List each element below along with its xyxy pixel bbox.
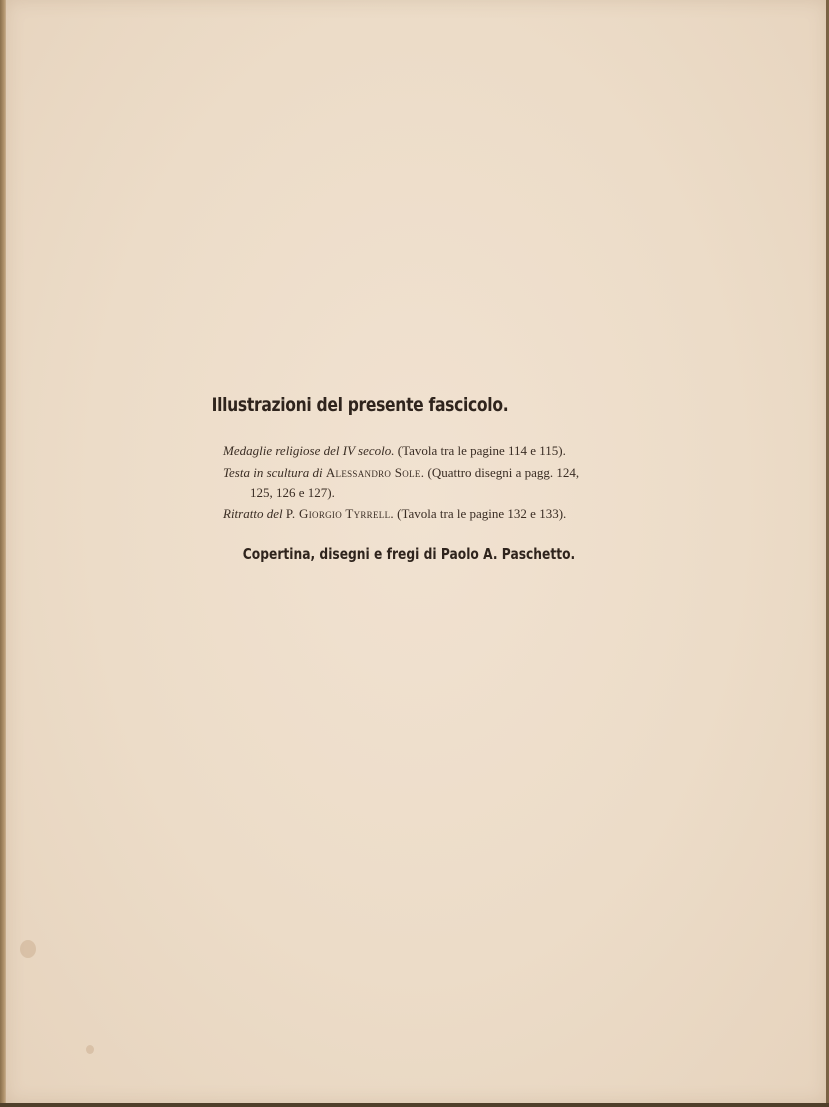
entry-note: (Quattro disegni a pagg. 124, [427, 465, 580, 480]
entry-subject: P. Giorgio Tyrrell. [285, 506, 394, 521]
entry-title: Ritratto del [223, 506, 283, 521]
entry-title: Testa in scultura di [223, 465, 323, 480]
illustration-entry-1 [223, 441, 663, 461]
entry-artist: Alessandro Sole. [325, 465, 425, 480]
illustration-entry-2 [223, 463, 663, 503]
illustration-entry-3 [223, 504, 663, 524]
page-title: Illustrazioni del presente fascicolo. [211, 394, 509, 416]
entry-note: (Tavola tra le pagine 132 e 133). [397, 506, 567, 521]
entry-note-continued: 125, 126 e 127). [250, 485, 335, 500]
credits-line: Copertina, disegni e fregi di Paolo A. Paschetto. [242, 545, 576, 563]
entry-note: (Tavola tra le pagine 114 e 115). [397, 443, 566, 458]
entry-title: Medaglie religiose del IV secolo. [223, 443, 395, 458]
